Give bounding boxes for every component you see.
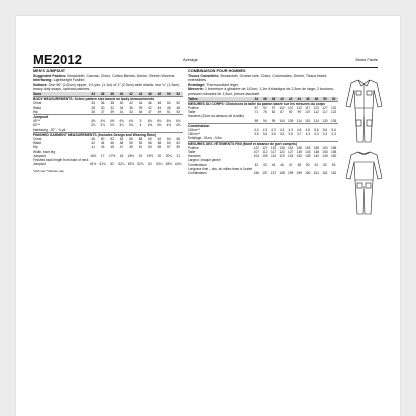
cell: 51	[167, 109, 171, 114]
cell: 46	[304, 97, 313, 102]
cell: 145	[322, 154, 328, 159]
cell: 43	[263, 162, 267, 167]
row-label: Tailles	[188, 97, 252, 102]
cell: 20	[157, 153, 162, 158]
fr-back-row	[188, 171, 338, 175]
cell: 3,6	[288, 132, 293, 137]
cell: 63	[148, 162, 152, 167]
cell: 4,6	[305, 127, 311, 132]
cell: 122	[279, 150, 285, 154]
row-label: Hip	[33, 145, 38, 150]
cell: 32	[110, 105, 114, 110]
cell: 92	[263, 105, 267, 110]
cell: 28	[91, 105, 95, 110]
cell: 158	[330, 150, 337, 154]
cell: 135	[330, 118, 337, 123]
cell: 48	[157, 101, 162, 106]
cell: 4⅝	[166, 123, 172, 128]
cell: 34	[91, 101, 95, 106]
english-column	[33, 69, 183, 174]
cell: 46	[167, 105, 171, 110]
cell: 112	[313, 110, 319, 115]
cell: 159	[287, 171, 294, 176]
cell: 158	[279, 171, 285, 176]
cell: 71	[254, 110, 259, 115]
cell: 21	[176, 153, 181, 158]
row-label: Hanches (23cm au-dessous de la taille)	[188, 114, 244, 119]
cell: 62¼	[118, 162, 125, 167]
cell: 119	[279, 154, 285, 159]
cell: 47	[119, 145, 124, 150]
cell: 52	[176, 101, 181, 106]
cell: 122	[330, 110, 337, 115]
row-label: Jumpsuit	[33, 153, 46, 158]
cell: 161	[313, 171, 320, 176]
row-label: 150cm**	[188, 132, 201, 137]
cell: 4	[139, 123, 142, 128]
cell: 16½	[90, 153, 97, 158]
cell: 157	[270, 171, 277, 176]
cell: 63¼	[156, 162, 163, 167]
cell: 3,6	[262, 132, 268, 137]
pattern-sheet	[16, 16, 400, 416]
cell: 6⅛	[176, 119, 181, 124]
row-label: Jumpsuit	[33, 162, 46, 167]
cell: 89	[254, 118, 259, 123]
cell: 36	[129, 105, 133, 110]
row-label: Finished back length from base of neck	[33, 158, 89, 163]
cell: 127	[322, 105, 328, 110]
cell: 114	[296, 118, 302, 123]
cell: 44	[295, 97, 304, 102]
en-back-row	[33, 162, 183, 166]
cell: 117	[305, 105, 311, 110]
cell: 124	[287, 154, 294, 159]
row-label: Largeur, chaque jambe	[188, 158, 221, 163]
cell: 6⅛	[147, 119, 153, 124]
cell: 38	[107, 92, 116, 97]
cell: 4⅝	[100, 119, 105, 124]
cell: 132	[330, 105, 337, 110]
cell: 109	[287, 118, 294, 123]
en-notions: Notions: One 56" (142cm) zipper, 1⅛ yds. (1.1m) of 1" (2.5cm) wide elastic, two ¾" (1.5cm) heavy duty snaps, optional patches.	[33, 82, 180, 92]
cell: 38	[110, 101, 114, 106]
cell: 47	[288, 162, 293, 167]
cell: 102	[279, 105, 285, 110]
cell: 143	[287, 145, 294, 150]
en-jumpsuit-title: Jumpsuit	[33, 114, 183, 119]
cell: 50	[129, 141, 133, 146]
cell: 30	[100, 105, 105, 110]
row-label: Poitrine	[188, 145, 199, 150]
cell: 39	[110, 109, 114, 114]
cell: 50	[321, 97, 330, 102]
cell: 42	[126, 92, 135, 97]
cell: 46	[110, 141, 114, 146]
cell: 40	[278, 97, 287, 102]
cell: 50	[167, 101, 171, 106]
header-rule	[33, 67, 378, 68]
cell: 162	[330, 171, 337, 176]
fr-body-title: MESURES DU CORPS: Choisissez la taille du patron basée sur les mesures du corps	[188, 101, 338, 106]
cell: 34	[252, 97, 261, 102]
cell: 119	[305, 118, 311, 123]
cell: 4⅝	[119, 119, 124, 124]
row-label: Longueur finie – dos, du milieu base à l'ourlet	[188, 166, 253, 171]
cell: 53	[176, 109, 181, 114]
cell: 4⅝	[109, 119, 115, 124]
cell: 48	[119, 141, 124, 146]
cell: 62¾	[137, 162, 144, 167]
jumpsuit-front-drawing	[344, 76, 384, 146]
cell: 42	[148, 105, 152, 110]
row-label: Taille	[188, 150, 196, 154]
cell: 161	[322, 171, 328, 176]
cell: 45	[138, 109, 143, 114]
cell: 50	[306, 162, 310, 167]
cell: 54	[119, 137, 124, 141]
row-label: Width, each leg	[33, 149, 55, 154]
cell: 46	[148, 101, 152, 106]
cell: 122	[253, 145, 259, 150]
cell: 130	[296, 154, 302, 159]
cell: 3,7	[297, 132, 302, 137]
cell: 55	[157, 145, 162, 150]
cell: 127	[262, 145, 268, 150]
row-label: Chest	[33, 101, 42, 106]
cell: 35	[91, 109, 95, 114]
cell: 5	[139, 119, 142, 124]
cell: 135	[305, 154, 311, 159]
cell: 58	[138, 137, 143, 141]
cell: 43	[100, 145, 105, 150]
cell: 157	[262, 171, 268, 176]
en-size-table	[33, 92, 183, 166]
en-interfacing: Interfacing: Lightweight Fusible.	[33, 78, 86, 83]
cell: 130	[322, 118, 328, 123]
cell: 40	[119, 101, 124, 106]
cell: 51	[314, 162, 319, 167]
cell: 42	[254, 162, 259, 167]
fr-finished-title: MESURES DES VÊTEMENTS FINI (Motif et aisance de port compris)	[188, 141, 338, 146]
cell: 62	[176, 141, 181, 146]
cell: 18½	[127, 153, 135, 158]
cell: 4,3	[279, 127, 285, 132]
cell: 3⅞	[109, 123, 115, 128]
row-label: Poitrine	[188, 105, 199, 110]
cell: 46	[280, 162, 284, 167]
cell: 53	[138, 141, 143, 146]
cell: 48	[155, 92, 164, 97]
cell: 36	[98, 92, 107, 97]
cell: 60	[167, 141, 171, 146]
cell: 20½	[165, 153, 172, 158]
cell: 47	[148, 109, 152, 114]
row-label: Sizes	[33, 92, 88, 97]
cell: 56	[148, 141, 152, 146]
cell: 38	[269, 97, 278, 102]
fr-jumpsuit-title: Combinaison	[188, 123, 338, 128]
cell: 6⅛	[166, 119, 172, 124]
cell: 160	[305, 171, 311, 176]
cell: 158	[313, 145, 320, 150]
cell: 3⅞	[119, 123, 124, 128]
cell: 66	[176, 137, 181, 141]
row-label: 60"**	[33, 123, 41, 128]
row-label: Taille	[188, 110, 196, 115]
cell: 42	[129, 101, 133, 106]
cell: 4,3	[305, 132, 311, 137]
cell: 62½	[127, 162, 135, 167]
cell: 138	[279, 145, 285, 150]
cell: 168	[330, 145, 337, 150]
fr-size-table	[188, 97, 338, 176]
cell: 4,3	[314, 132, 319, 137]
cell: 41	[91, 145, 95, 150]
cell: 56	[129, 137, 133, 141]
cell: 82	[271, 110, 276, 115]
cell: 4,3	[331, 132, 336, 137]
cell: 3,6	[254, 132, 259, 137]
cell: 5,6	[331, 127, 336, 132]
row-label: Hanches	[188, 154, 201, 159]
cell: 36	[261, 97, 270, 102]
cell: 3⅞	[100, 123, 105, 128]
cell: 159	[296, 171, 302, 176]
cell: 44	[138, 101, 143, 106]
cell: 48	[297, 162, 301, 167]
french-column	[188, 69, 338, 175]
cell: 150	[330, 154, 337, 159]
cell: 50	[164, 92, 173, 97]
cell: 60	[148, 137, 152, 141]
cell: 4⅝	[157, 123, 162, 128]
cell: 122	[313, 105, 320, 110]
cell: 4⅝	[90, 119, 96, 124]
cell: 140	[313, 154, 320, 159]
cell: 97	[271, 105, 276, 110]
fr-interfacing: Entoilage: Thermocollant léger.	[188, 82, 239, 87]
cell: 112	[262, 150, 268, 154]
cell: 163	[322, 145, 328, 150]
cell: 57	[167, 145, 171, 150]
cell: 99	[297, 110, 301, 115]
cell: 61½	[90, 162, 97, 167]
en-title: MEN'S JUMPSUIT	[33, 69, 66, 73]
cell: 52	[323, 162, 327, 167]
cell: 42	[286, 97, 295, 102]
cell: 45	[110, 145, 114, 150]
cell: 40	[117, 92, 126, 97]
cell: 4,3	[262, 127, 268, 132]
row-label: Hip	[33, 109, 38, 114]
cell: 104	[279, 118, 285, 123]
en-body-title: BODY MEASUREMENTS: Select pattern size based on body measurements	[33, 97, 183, 102]
row-label: 115cm**	[188, 127, 200, 132]
cell: 153	[305, 145, 311, 150]
cell: 63½	[165, 162, 172, 167]
cell: 64	[167, 137, 171, 141]
cell: 148	[296, 145, 302, 150]
cell: 3⅞	[128, 123, 134, 128]
cell: 94	[263, 118, 267, 123]
cell: 104	[253, 154, 259, 159]
cell: 4⅝	[176, 123, 181, 128]
cell: 17½	[108, 153, 116, 158]
cell: 4,3	[288, 127, 293, 132]
cell: 48	[176, 105, 181, 110]
cell: 61¾	[99, 162, 106, 167]
jumpsuit-back-drawing	[344, 148, 384, 218]
fr-fabrics: Tissus Conseillés: Broadcloth, Grosse toile, Chino, Cotonnades, Denim, Tissus tissés extensibles.	[188, 73, 327, 83]
cell: 18	[119, 153, 124, 158]
en-finished-title: FINISHED GARMENT MEASUREMENTS (includes Design and Wearing Ease)	[33, 132, 183, 137]
fr-notions: Mercerie: 1 fermeture à glissière de 142cm, 1,1m d'élastique de 2,5cm de large, 2 boutons-pression robustes de 1,5cm, pièces facultatif.	[188, 87, 335, 96]
difficulty-fr: Moins Facile	[355, 57, 378, 62]
fr-title: COMBINAISON POUR HOMMES	[188, 69, 246, 73]
cell: 44	[157, 105, 162, 110]
row-label: Combinaison	[188, 162, 207, 167]
cell: 3,6	[271, 132, 276, 137]
cell: 107	[305, 110, 311, 115]
cell: 5,6	[322, 127, 328, 132]
cell: 43	[129, 109, 133, 114]
cell: 19	[138, 153, 143, 158]
cell: 34	[119, 105, 124, 110]
row-label: Combinaison	[188, 171, 207, 176]
cell: 127	[287, 150, 294, 154]
cell: 42	[91, 141, 95, 146]
cell: 46	[145, 92, 154, 97]
cell: 37	[100, 109, 105, 114]
cell: 49	[129, 145, 133, 150]
cell: 52	[110, 137, 114, 141]
cell: 153	[322, 150, 328, 154]
cell: 4⅝	[147, 123, 153, 128]
cell: 44	[136, 92, 145, 97]
cell: 143	[305, 150, 311, 154]
cell: 87	[280, 110, 284, 115]
cell: 48	[91, 137, 95, 141]
cell: 124	[313, 118, 320, 123]
cell: 51	[138, 145, 143, 150]
cell: 17	[100, 153, 105, 158]
cell: 63¾	[175, 162, 182, 167]
cell: 53	[331, 162, 336, 167]
cell: 156	[253, 171, 259, 176]
cell: 112	[296, 105, 302, 110]
cell: 59	[176, 145, 181, 150]
cell: 5,6	[314, 127, 319, 132]
cell: 50	[100, 137, 105, 141]
cell: 6⅛	[157, 119, 162, 124]
cell: 53	[148, 145, 152, 150]
cell: 4,3	[271, 127, 276, 132]
en-fabrics: Suggested Fabrics: Broadcloth, Canvas, Chino, Cotton Blends, Denim, Stretch Wovens.	[33, 73, 176, 78]
cell: 117	[270, 150, 277, 154]
en-footnote: *with nap **without nap	[33, 169, 64, 174]
cell: 49	[157, 109, 162, 114]
cell: 92	[288, 110, 293, 115]
cell: 52	[329, 97, 338, 102]
cell: 44	[271, 162, 276, 167]
cell: 62	[157, 137, 162, 141]
cell: 107	[287, 105, 294, 110]
row-label: Waist	[33, 141, 41, 146]
row-label: Chest	[33, 137, 42, 141]
cell: 41	[119, 109, 124, 114]
cell: 109	[262, 154, 268, 159]
cell: 4,3	[322, 132, 328, 137]
row-label: Waist	[33, 105, 41, 110]
header	[33, 52, 378, 68]
cell: 39	[138, 105, 143, 110]
pattern-code: ME2012	[33, 52, 83, 67]
cell: 48	[312, 97, 321, 102]
cell: 4,6	[297, 127, 302, 132]
cell: 114	[270, 154, 277, 159]
cell: 117	[322, 110, 328, 115]
row-label: Entoilage - 51cm - 0,6m	[188, 136, 222, 141]
cell: 3,6	[279, 132, 285, 137]
row-label: 45"**	[33, 119, 41, 124]
cell: 99	[271, 118, 276, 123]
cell: 87	[254, 105, 259, 110]
cell: 19½	[146, 153, 154, 158]
cell: 58	[157, 141, 162, 146]
cell: 52	[174, 92, 183, 97]
cell: 4⅝	[128, 119, 134, 124]
cell: 107	[253, 150, 259, 154]
cell: 62	[110, 162, 114, 167]
cell: 76	[263, 110, 267, 115]
cell: 36	[100, 101, 105, 106]
cell: 132	[270, 145, 277, 150]
cell: 44	[100, 141, 105, 146]
cell: 3⅞	[90, 123, 96, 128]
difficulty-average: Average	[183, 57, 198, 62]
cell: 135	[296, 150, 302, 154]
cell: 4,3	[254, 127, 259, 132]
cell: 34	[88, 92, 97, 97]
cell: 148	[313, 150, 320, 154]
row-label: Interfacing - 20" - ⅝ yd.	[33, 127, 67, 132]
